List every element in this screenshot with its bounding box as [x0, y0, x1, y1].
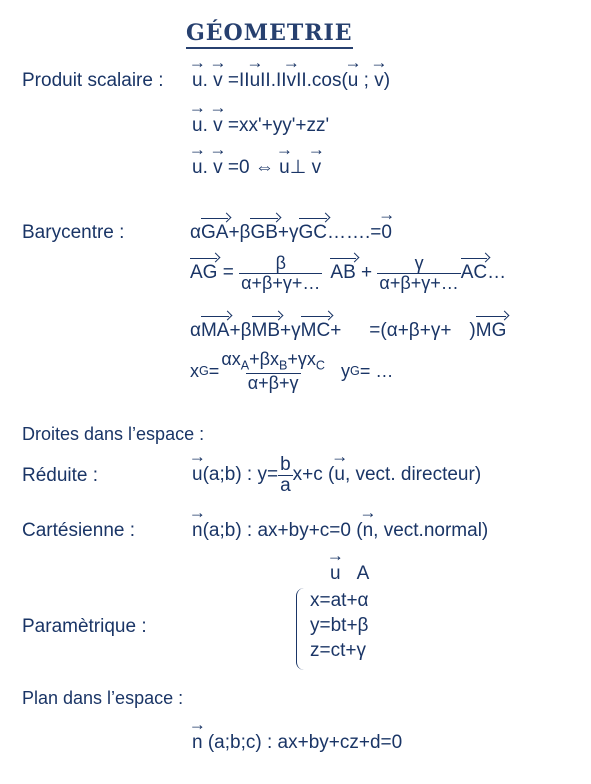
- point-a: A: [356, 563, 370, 584]
- dot: .: [202, 115, 214, 136]
- droites-heading: Droites dans l’espace :: [22, 424, 205, 444]
- vector-v: → v: [374, 70, 384, 92]
- barycentre-line-1: [190, 222, 392, 244]
- param-z: z=ct+γ: [310, 640, 366, 661]
- system-brace: [296, 588, 307, 670]
- cartesienne-label: Cartésienne :: [22, 520, 136, 541]
- vector-u: → u: [330, 563, 341, 585]
- vector-n: → n: [363, 520, 374, 542]
- beta-xb: +βx: [249, 349, 279, 369]
- plus-beta: +β: [228, 222, 251, 243]
- numerator: [219, 350, 327, 373]
- plus-beta: +β: [229, 320, 252, 341]
- vector-mc: MC: [300, 320, 331, 341]
- y-g-rest: = …: [359, 360, 394, 381]
- vector-mb: MB: [251, 320, 281, 341]
- vect-normal: , vect.normal): [373, 520, 489, 541]
- plus: +: [355, 262, 378, 284]
- parametrique-label: Paramètrique :: [22, 616, 147, 637]
- denominator: a: [280, 474, 291, 496]
- vector-ma: MA: [200, 320, 230, 341]
- reduite-label: Réduite :: [22, 465, 99, 486]
- vector-ga: GA: [200, 222, 229, 243]
- plus-gamma: +γ: [277, 222, 299, 243]
- vector-u: → u: [348, 70, 359, 92]
- subscript-c: C: [315, 358, 326, 373]
- coordinate-formula: =xx'+yy'+zz': [222, 115, 330, 136]
- subscript-g: G: [350, 364, 360, 379]
- vector-mg: MG: [475, 320, 507, 341]
- produit-scalaire-line-3: [192, 156, 321, 179]
- plan-heading: Plan dans l’espace :: [22, 688, 184, 708]
- param-y: y=bt+β: [310, 615, 369, 636]
- dot: .: [202, 70, 214, 91]
- subscript-b: B: [279, 358, 288, 373]
- equals: =: [208, 360, 220, 381]
- plan-equation: (a;b;c) : ax+by+cz+d=0: [202, 732, 403, 753]
- gamma-xc: +γx: [287, 349, 316, 369]
- denominator: α+β+γ: [247, 372, 299, 393]
- alpha-xa: αx: [221, 349, 241, 369]
- plan-formula: [192, 732, 402, 754]
- vector-u: → u: [192, 115, 203, 137]
- separator: ;: [358, 70, 375, 91]
- cartesienne-formula: [192, 520, 488, 542]
- alpha: α: [190, 320, 201, 341]
- barycentre-label: Barycentre :: [22, 222, 125, 243]
- param-x: x=at+α: [310, 590, 369, 611]
- numerator: b: [280, 454, 291, 475]
- subscript-a: A: [240, 358, 250, 373]
- vector-gb: GB: [250, 222, 278, 243]
- fraction-xg: [219, 350, 327, 393]
- alpha: α: [190, 222, 201, 243]
- numerator: β: [275, 253, 286, 273]
- vector-v: → v: [213, 115, 223, 137]
- vector-u: → u: [334, 464, 345, 486]
- vector-u: → u: [192, 157, 203, 179]
- vect-directeur: , vect. directeur): [344, 464, 482, 486]
- plus-gamma: +γ: [280, 320, 301, 341]
- equals-norm: =II: [222, 70, 250, 91]
- dot: .: [202, 157, 214, 178]
- numerator: γ: [414, 253, 424, 273]
- sum-weights: =(α+β+γ+: [369, 320, 452, 341]
- fraction-beta: [239, 254, 322, 293]
- vector-v: → v: [312, 157, 322, 179]
- close-paren: ): [469, 320, 476, 341]
- vector-ac: AC: [460, 262, 488, 284]
- denominator: α+β+γ+…: [241, 272, 321, 293]
- vector-ab: AB: [330, 262, 356, 284]
- cos-open: II.cos(: [296, 70, 348, 91]
- ellipsis: …: [487, 262, 507, 284]
- norm-mid: II.II: [260, 70, 287, 91]
- reduite-post: x+c (: [292, 464, 335, 486]
- barycentre-line-4: [190, 350, 393, 393]
- vector-n: → n: [192, 732, 203, 754]
- barycentre-line-3: [190, 320, 506, 342]
- denominator: α+β+γ+…: [379, 272, 459, 293]
- equivalence: =0 ⇔: [222, 157, 280, 178]
- vector-u: → u: [279, 157, 290, 179]
- x-g: x: [190, 360, 199, 381]
- plus: +: [330, 320, 342, 341]
- parametrique-header: [330, 563, 369, 585]
- ellipsis-equals: …….=: [327, 222, 382, 243]
- vector-v: → v: [287, 70, 297, 92]
- reduite-eq: (a;b) : y=: [202, 464, 279, 486]
- produit-scalaire-label: Produit scalaire :: [22, 70, 164, 91]
- perpendicular-symbol: ⊥: [289, 157, 312, 178]
- vector-u: → u: [192, 464, 203, 486]
- page-title: GÉOMETRIE: [186, 20, 353, 49]
- subscript-g: G: [199, 364, 209, 379]
- barycentre-line-2: [190, 254, 506, 293]
- equals: =: [217, 262, 240, 284]
- fraction-gamma: [377, 254, 460, 293]
- vector-n: → n: [192, 520, 203, 542]
- vector-u: → u: [192, 70, 203, 92]
- zero-vector: → 0: [381, 222, 392, 244]
- reduite-formula: [192, 455, 481, 496]
- vector-v: → v: [213, 157, 223, 179]
- cos-close: ): [383, 70, 391, 91]
- vector-gc: GC: [298, 222, 328, 243]
- produit-scalaire-line-1: [192, 70, 390, 92]
- vector-ag: AG: [190, 262, 218, 284]
- cartesienne-eq: (a;b) : ax+by+c=0 (: [202, 520, 363, 541]
- vector-v: → v: [213, 70, 223, 92]
- produit-scalaire-line-2: [192, 115, 329, 137]
- fraction-b-over-a: [278, 455, 293, 496]
- y-g: y: [341, 360, 351, 381]
- vector-u: → u: [250, 70, 261, 92]
